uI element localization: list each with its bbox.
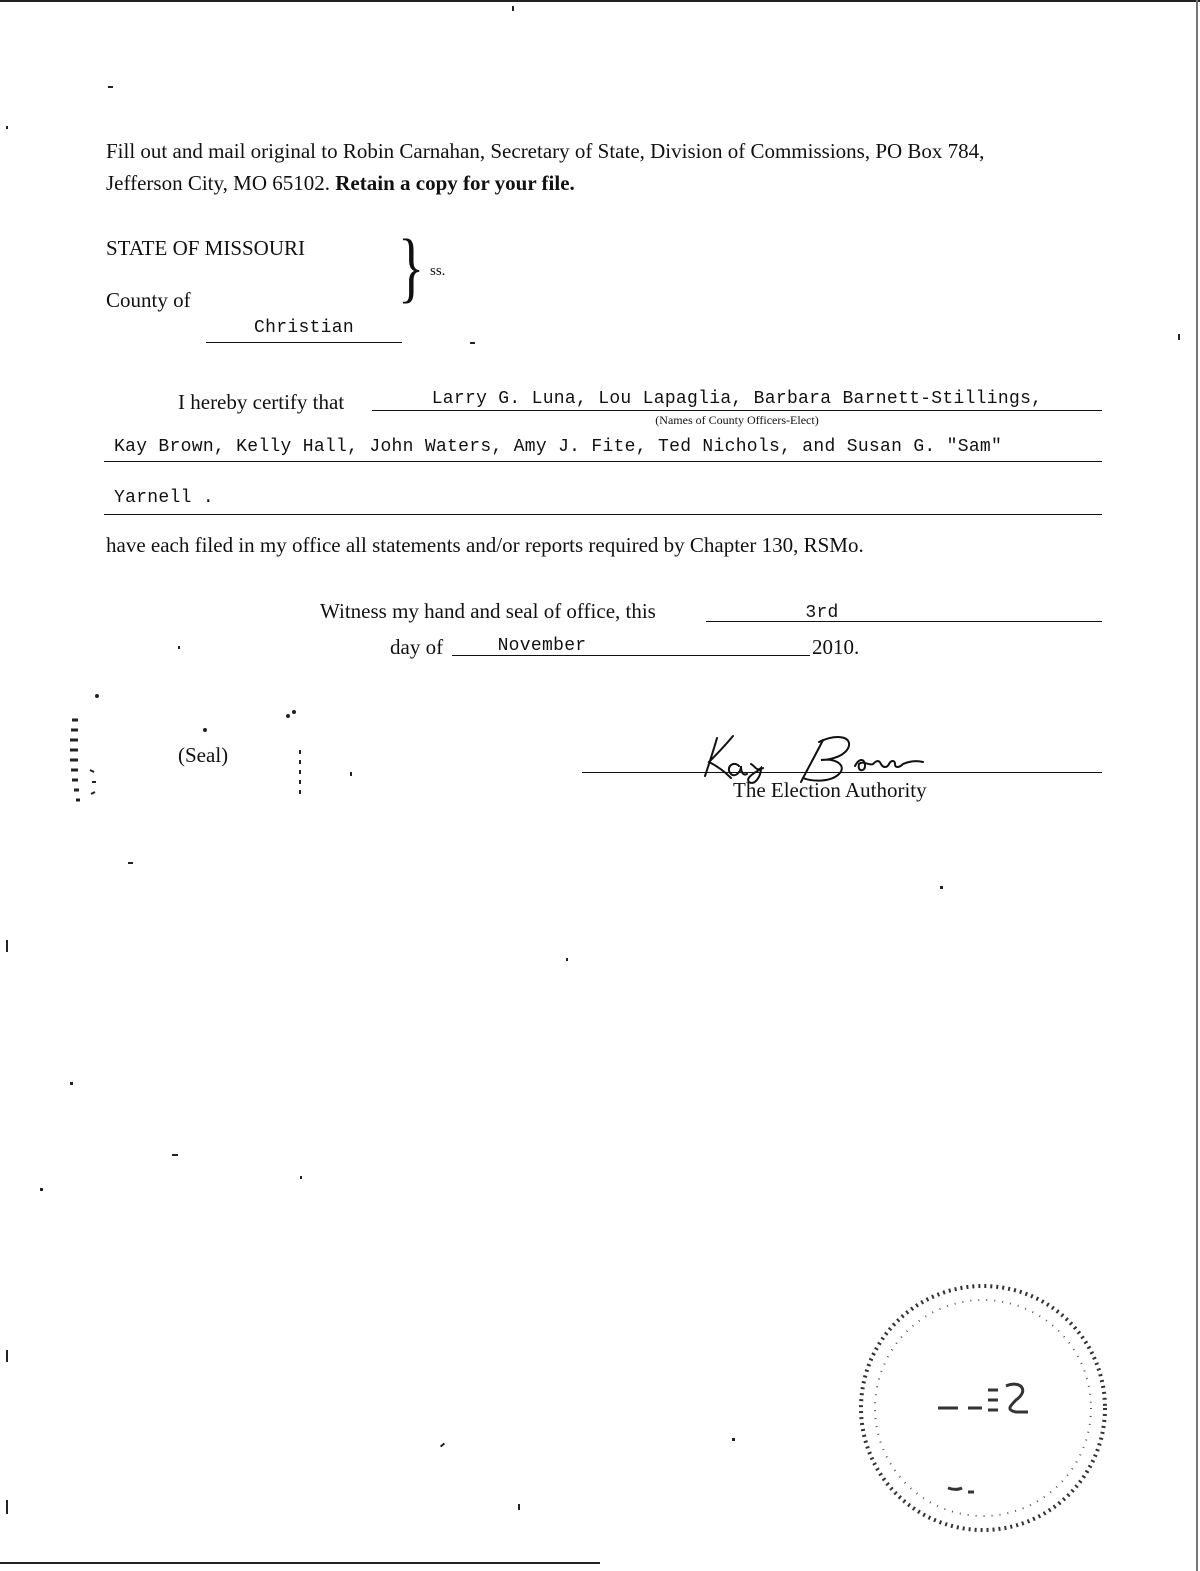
instructions-address: Jefferson City, MO 65102. — [106, 171, 336, 195]
names-underline-2 — [104, 461, 1102, 462]
mailing-instructions — [106, 139, 1126, 196]
instructions-line-2 — [106, 171, 1126, 196]
officer-names-line-2: Kay Brown, Kelly Hall, John Waters, Amy J. Fite, Ted Nichols, and Susan G. "Sam" — [114, 437, 1003, 457]
witness-text: Witness my hand and seal of office, this — [320, 599, 656, 623]
scan-bottom-border — [0, 1562, 600, 1564]
scan-speck — [6, 940, 8, 952]
seal-label: (Seal) — [178, 743, 229, 767]
scan-speck — [108, 86, 113, 88]
day-underline — [706, 621, 1102, 622]
scan-speck — [70, 1082, 73, 1085]
officer-names-line-3: Yarnell . — [114, 488, 214, 508]
scan-speck — [940, 886, 943, 889]
certify-lead: I hereby certify that — [178, 390, 345, 414]
scan-speck — [128, 862, 133, 864]
scan-right-border — [1196, 0, 1198, 1571]
scan-speck — [6, 1500, 8, 1514]
day-of-label: day of — [390, 635, 444, 659]
ss-label: ss. — [430, 263, 446, 279]
scan-speck — [172, 1154, 178, 1156]
scan-speck — [350, 772, 352, 776]
names-caption: (Names of County Officers-Elect) — [655, 413, 819, 427]
scan-top-border — [0, 0, 1200, 2]
election-authority-caption: The Election Authority — [733, 778, 927, 802]
scan-speck — [470, 342, 475, 344]
scan-speck — [300, 1176, 302, 1179]
instructions-line-1: Fill out and mail original to Robin Carnahan, Secretary of State, Division of Commissions, PO Box 784, — [106, 139, 985, 163]
scan-speck — [512, 6, 514, 11]
county-seal-embossed — [848, 1278, 1118, 1538]
county-underline — [206, 342, 402, 343]
scan-speck — [566, 958, 568, 961]
month-value: November — [497, 636, 587, 656]
filing-statement: have each filed in my office all statements and/or reports required by Chapter 130, RSMo. — [106, 533, 864, 557]
names-underline-3 — [104, 514, 1102, 515]
scan-speck — [440, 1443, 445, 1448]
day-value: 3rd — [805, 603, 839, 623]
county-label: County of — [106, 288, 191, 312]
county-value: Christian — [254, 318, 354, 338]
left-seal-impression — [60, 690, 320, 830]
state-label: STATE OF MISSOURI — [106, 236, 306, 260]
year-value: 2010. — [812, 635, 860, 659]
retain-copy-note: Retain a copy for your file. — [335, 171, 575, 195]
officer-names-line-1: Larry G. Luna, Lou Lapaglia, Barbara Barnett-Stillings, — [431, 389, 1043, 409]
scan-speck — [6, 1350, 8, 1362]
month-underline — [452, 655, 810, 656]
scan-speck — [1178, 334, 1180, 340]
scan-speck — [732, 1438, 735, 1441]
scan-speck — [178, 646, 180, 649]
scan-speck — [40, 1188, 43, 1191]
scan-speck — [518, 1504, 520, 1510]
venue-brace: } — [398, 223, 425, 310]
names-underline-1 — [372, 410, 1102, 411]
scan-speck — [6, 126, 8, 129]
